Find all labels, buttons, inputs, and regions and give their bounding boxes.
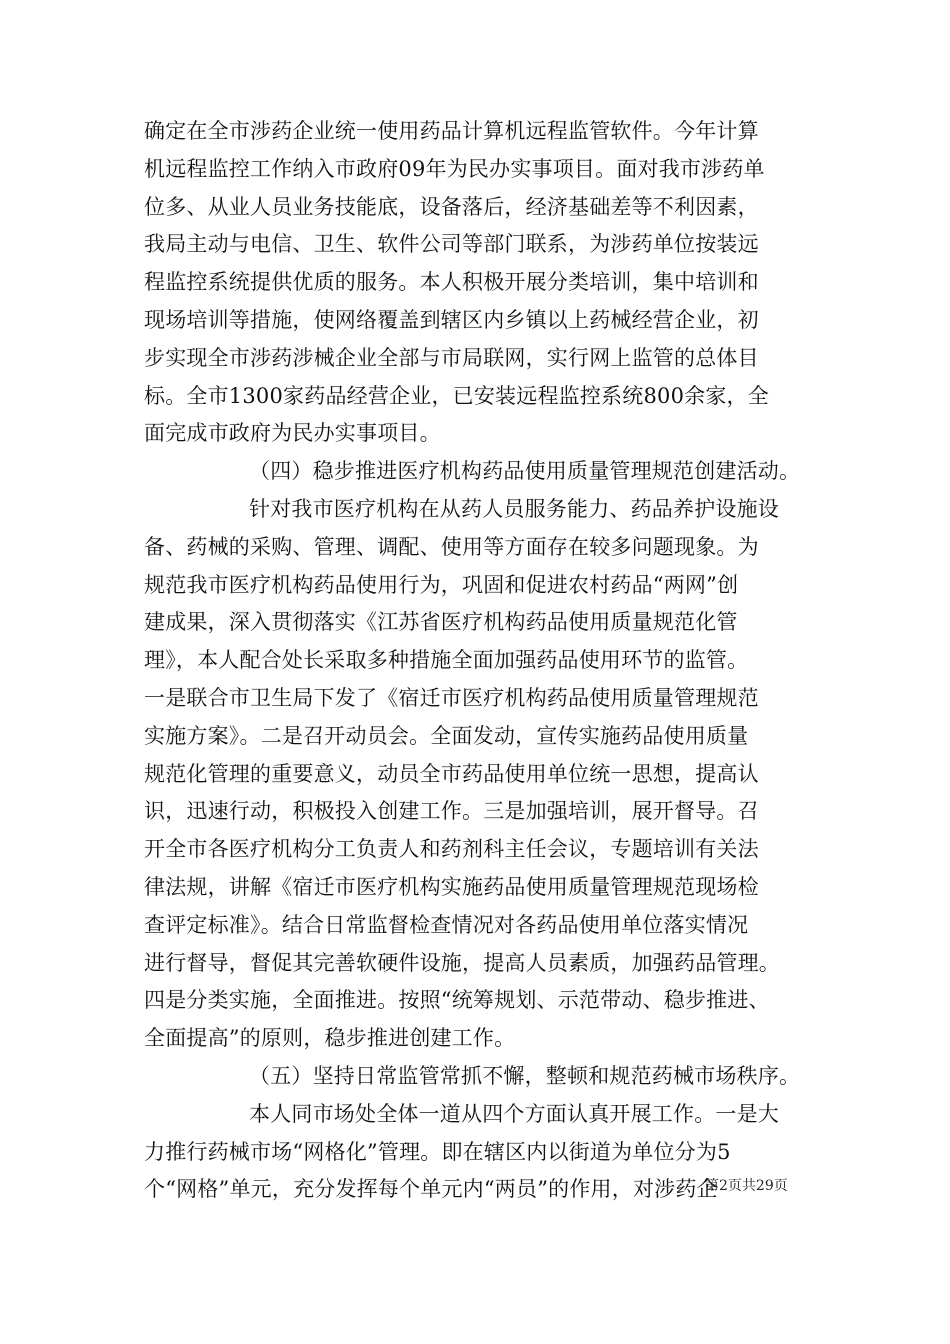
- text-line: 面完成市政府为民办实事项目。: [144, 421, 441, 446]
- text-line: 确定在全市涉药企业统一使用药品计算机远程监管软件。今年计算: [144, 119, 759, 143]
- page-number: 第2页共29页: [705, 1178, 788, 1194]
- text-line: 力推行药械市场“网格化”管理。即在辖区内以街道为单位分为5: [144, 1139, 731, 1164]
- text-line: 识，迅速行动，积极投入创建工作。三是加强培训，展开督导。召: [144, 799, 759, 824]
- text-line: 步实现全市涉药涉械企业全部与市局联网，实行网上监管的总体目: [144, 345, 759, 370]
- text-line: 程监控系统提供优质的服务。本人积极开展分类培训，集中培训和: [144, 270, 759, 295]
- text-line: 一是联合市卫生局下发了《宿迁市医疗机构药品使用质量管理规范: [144, 685, 759, 710]
- text-line: 全面提高”的原则，稳步推进创建工作。: [144, 1026, 516, 1051]
- text-line: 查评定标准》。结合日常监督检查情况对各药品使用单位落实情况: [144, 912, 749, 937]
- text-line: 个“网格”单元，充分发挥每个单元内“两员”的作用，对涉药企: [144, 1177, 718, 1202]
- text-line: 现场培训等措施，使网络覆盖到辖区内乡镇以上药械经营企业，初: [144, 307, 759, 332]
- text-line: 实施方案》。二是召开动员会。全面发动，宣传实施药品使用质量: [144, 723, 749, 748]
- text-line: 针对我市医疗机构在从药人员服务能力、药品养护设施设: [249, 496, 779, 521]
- text-line: 进行督导，督促其完善软硬件设施，提高人员素质，加强药品管理。: [144, 950, 780, 975]
- text-line: 位多、从业人员业务技能底，设备落后，经济基础差等不利因素，: [144, 194, 759, 219]
- document-body: [144, 113, 824, 1209]
- section-heading-4: （四）稳步推进医疗机构药品使用质量管理规范创建活动。: [249, 459, 801, 484]
- text-line: 标。全市1300家药品经营企业，已安装远程监控系统800余家，全: [144, 383, 769, 408]
- text-line: 律法规，讲解《宿迁市医疗机构实施药品使用质量管理规范现场检: [144, 874, 759, 899]
- text-line: 开全市各医疗机构分工负责人和药剂科主任会议，专题培训有关法: [144, 837, 759, 862]
- text-line: 建成果，深入贯彻落实《江苏省医疗机构药品使用质量规范化管: [144, 610, 738, 635]
- section-heading-5: （五）坚持日常监管常抓不懈，整顿和规范药械市场秩序。: [249, 1063, 801, 1088]
- text-line: 规范我市医疗机构药品使用行为，巩固和促进农村药品“两网”创: [144, 572, 739, 597]
- text-line: 理》，本人配合处长采取多种措施全面加强药品使用环节的监管。: [144, 648, 749, 673]
- text-line: 我局主动与电信、卫生、软件公司等部门联系，为涉药单位按装远: [144, 232, 759, 257]
- text-line: 本人同市场处全体一道从四个方面认真开展工作。一是大: [249, 1101, 779, 1126]
- text-line: 规范化管理的重要意义，动员全市药品使用单位统一思想，提高认: [144, 761, 759, 786]
- text-line: 四是分类实施，全面推进。按照“统筹规划、示范带动、稳步推进、: [144, 988, 770, 1013]
- text-line: 机远程监控工作纳入市政府09年为民办实事项目。面对我市涉药单: [144, 156, 765, 181]
- text-line: 备、药械的采购、管理、调配、使用等方面存在较多问题现象。为: [144, 534, 759, 559]
